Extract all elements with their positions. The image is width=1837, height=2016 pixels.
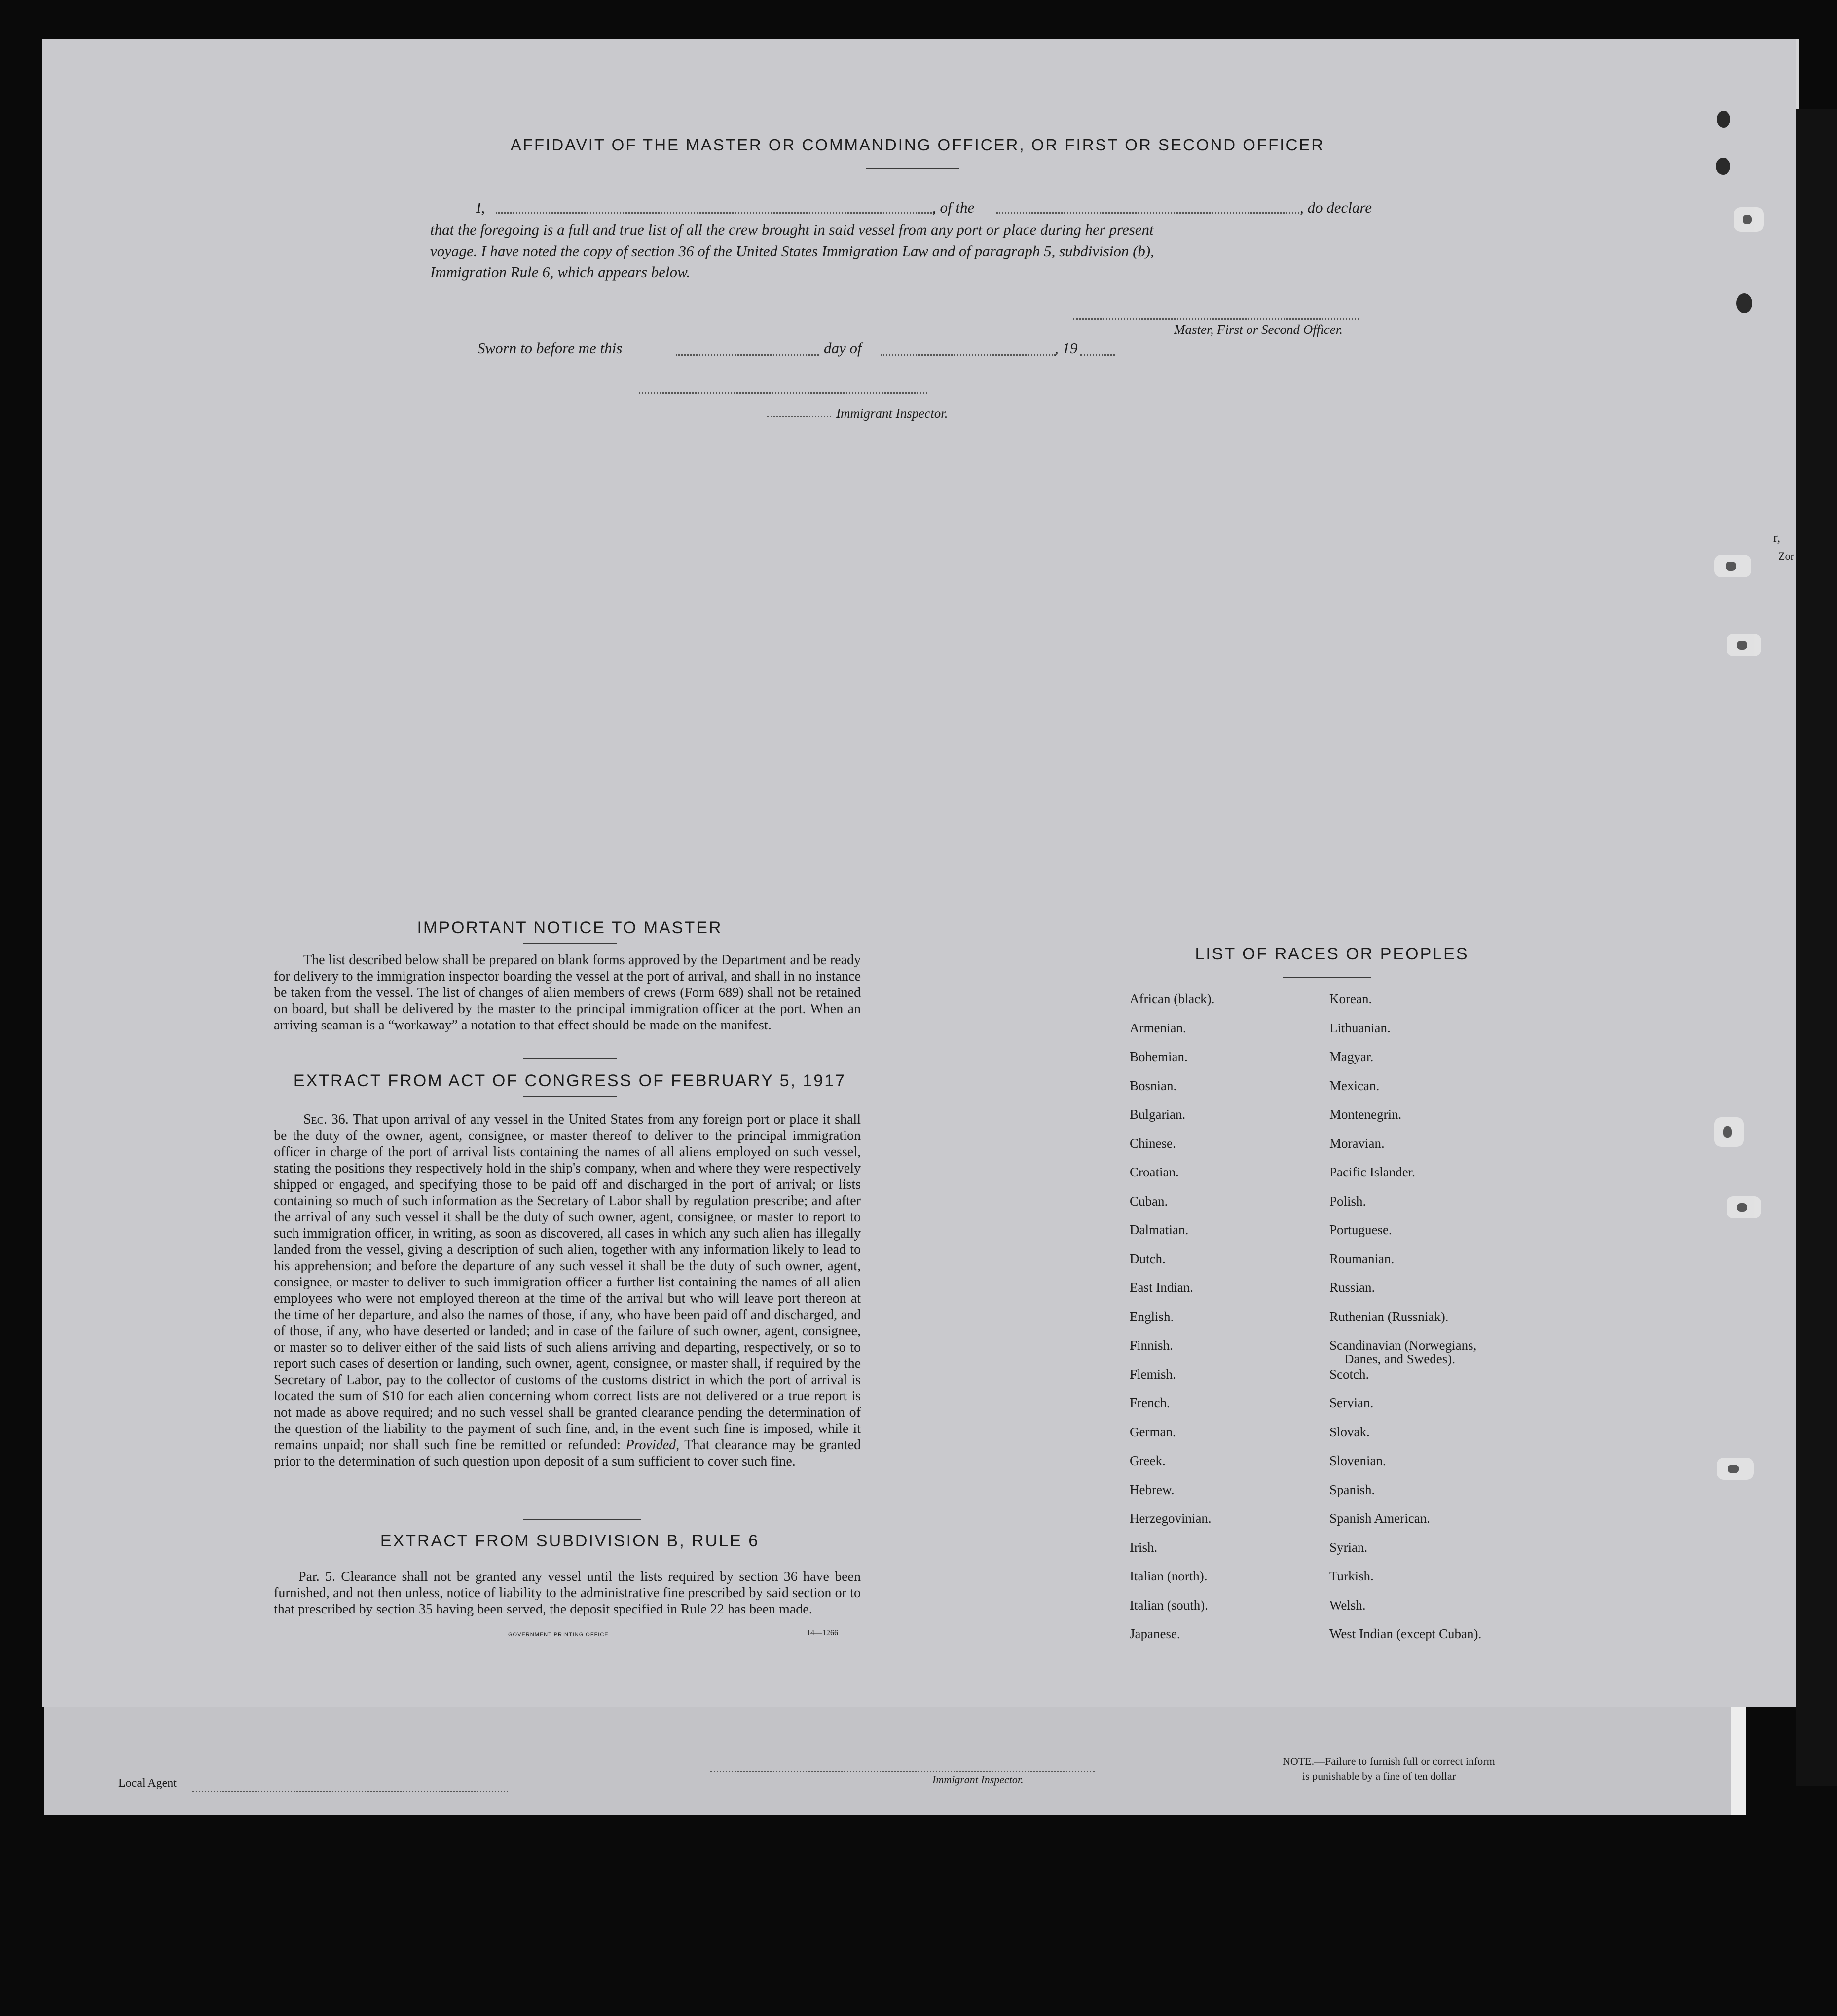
race-item: Portuguese. xyxy=(1329,1222,1392,1237)
race-item: Spanish American. xyxy=(1329,1511,1430,1526)
note-line-2: is punishable by a fine of ten dollar xyxy=(1302,1770,1456,1782)
race-item: Bulgarian. xyxy=(1130,1107,1186,1122)
race-item: East Indian. xyxy=(1130,1280,1193,1295)
race-item: Roumanian. xyxy=(1329,1251,1395,1266)
race-item: Montenegrin. xyxy=(1329,1107,1402,1122)
binding-clip xyxy=(1717,1458,1754,1480)
race-item: Japanese. xyxy=(1130,1626,1180,1641)
binding-clip xyxy=(1727,634,1761,656)
race-item: Pacific Islander. xyxy=(1329,1165,1415,1179)
race-item: Lithuanian. xyxy=(1329,1020,1391,1035)
race-item: Hebrew. xyxy=(1130,1482,1175,1497)
master-signature-label: Master, First or Second Officer. xyxy=(1174,322,1343,337)
section-divider xyxy=(523,1058,617,1059)
inspector-prefix-line xyxy=(767,416,831,417)
race-item: Polish. xyxy=(1329,1193,1366,1209)
sworn-label: Sworn to before me this xyxy=(478,339,623,357)
race-item: Chinese. xyxy=(1130,1136,1176,1151)
race-item-cont: Danes, and Swedes). xyxy=(1344,1352,1455,1366)
do-declare-label: , do declare xyxy=(1300,199,1372,216)
notice-divider xyxy=(523,943,617,944)
act-text xyxy=(274,1111,861,1469)
master-signature-line xyxy=(1073,318,1359,320)
race-item: Moravian. xyxy=(1329,1136,1385,1151)
inspector-signature-line xyxy=(639,392,927,394)
rule-text: Par. 5. Clearance shall not be granted any vessel until the lists required by section 36 have been furnished, and not then unless, notice of liability to the administrative fine prescribed by said section or to that prescribed by section 35 having been served, the deposit specified in Rule 22 has been made. xyxy=(274,1569,861,1617)
i-label: I, xyxy=(476,199,485,216)
race-item: Ruthenian (Russniak). xyxy=(1329,1309,1449,1324)
races-divider xyxy=(1283,977,1371,978)
name-line xyxy=(496,212,935,214)
sec-label: Sec. 36. xyxy=(303,1112,349,1127)
race-item: German. xyxy=(1130,1424,1176,1439)
race-item: Turkish. xyxy=(1329,1569,1374,1583)
race-item: Croatian. xyxy=(1130,1165,1179,1179)
race-item: Magyar. xyxy=(1329,1049,1374,1064)
race-item: Slovenian. xyxy=(1329,1453,1386,1468)
year-label: , 19 xyxy=(1055,339,1078,357)
race-item: Cuban. xyxy=(1130,1193,1168,1209)
affidavit-line-2: voyage. I have noted the copy of section 36 of the United States Immigration Law and of paragraph 5, subdivision (b), xyxy=(430,242,1154,259)
race-item: Irish. xyxy=(1130,1539,1158,1555)
printer-credit: GOVERNMENT PRINTING OFFICE xyxy=(508,1632,609,1638)
race-item: Scotch. xyxy=(1329,1366,1369,1382)
provided-label: Provided, xyxy=(625,1437,680,1453)
race-item: Korean. xyxy=(1329,991,1372,1006)
race-item: African (black). xyxy=(1130,991,1215,1006)
race-item: English. xyxy=(1130,1309,1174,1324)
race-item: Russian. xyxy=(1329,1280,1375,1295)
rule-title: EXTRACT FROM SUBDIVISION B, RULE 6 xyxy=(380,1532,760,1550)
of-the-label: , of the xyxy=(932,199,975,216)
race-item: Italian (south). xyxy=(1130,1597,1208,1613)
section-divider xyxy=(523,1519,641,1520)
punch-hole xyxy=(1736,293,1752,313)
race-item: Italian (north). xyxy=(1130,1569,1208,1583)
inspector-line xyxy=(710,1771,1095,1772)
race-item: West Indian (except Cuban). xyxy=(1329,1626,1482,1641)
title-divider xyxy=(866,168,959,169)
binding-clip xyxy=(1714,555,1751,577)
affidavit-title: AFFIDAVIT OF THE MASTER OR COMMANDING OFFICER, OR FIRST OR SECOND OFFICER xyxy=(510,136,1325,154)
inspector-label: Immigrant Inspector. xyxy=(836,406,948,421)
race-item: Greek. xyxy=(1130,1453,1166,1468)
race-item: Welsh. xyxy=(1329,1597,1366,1613)
race-item: Bohemian. xyxy=(1130,1049,1188,1064)
race-item: Mexican. xyxy=(1329,1078,1380,1093)
scan-edge xyxy=(1796,109,1837,1786)
under-inspector-label: Immigrant Inspector. xyxy=(932,1773,1024,1786)
local-agent-label: Local Agent xyxy=(118,1777,177,1790)
affidavit-line-1: that the foregoing is a full and true list of all the crew brought in said vessel from any port or place during her present xyxy=(430,221,1154,238)
vessel-line xyxy=(996,212,1302,214)
race-item: Herzegovinian. xyxy=(1130,1511,1212,1526)
notice-title: IMPORTANT NOTICE TO MASTER xyxy=(417,918,723,937)
race-item: Servian. xyxy=(1329,1395,1374,1410)
binding-clip xyxy=(1727,1196,1761,1218)
note-line-1: NOTE.—Failure to furnish full or correct inform xyxy=(1283,1755,1495,1767)
act-body: That upon arrival of any vessel in the United States from any foreign port or place it shall be the duty of the owner, agent, consignee, or master thereof to deliver to the principal immigration officer in charge of the port of arrival lists containing the names of all aliens employed on such vessel, stating the positions they respectively hold in the ship's company, when and where they were respectively shipped or engaged, and specifying those to be paid off and discharged in the port of arrival; or lists containing so much of such information as the Secretary of Labor shall by regulation prescribe; and after the arrival of any such vessel it shall be the duty of such owner, agent, consignee, or master to report to such immigration officer, in writing, as soon as discovered, all cases in which any such alien has illegally landed from the vessel, giving a description of such alien, together with any information likely to lead to his apprehension; and before the departure of any such vessel it shall be the duty of such owner, agent, consignee, or master to deliver to such immigration officer a further list containing the names of all alien employees who were not employed thereon at the time of the arrival but who will leave port thereon at the time of her departure, and also the names of those, if any, who have been paid off and discharged, and of those, if any, who have deserted or landed; and in case of the failure of such owner, agent, consignee, or master so to deliver either of the said lists of such aliens arriving and departing, respectively, or so to report such cases of desertion or landing, such owner, agent, consignee, or master shall, if required by the Secretary of Labor, pay to the collector of customs of the customs district in which the port of arrival is located the sum of $10 for each alien concerning whom correct lists are not delivered or a true report is not made as above required; and no such vessel shall be granted clearance pending the determination of the question of the liability to the payment of such fine, and, in the event such fine is imposed, while it remains unpaid; nor shall such fine be remitted or refunded: xyxy=(274,1112,861,1453)
act-title: EXTRACT FROM ACT OF CONGRESS OF FEBRUARY 5, 1917 xyxy=(293,1071,846,1090)
punch-hole xyxy=(1716,158,1730,175)
race-item: Dalmatian. xyxy=(1130,1222,1189,1237)
race-item: Dutch. xyxy=(1130,1251,1166,1266)
act-body-end: That clearance may be granted prior to the determination of such question upon deposit of a sum sufficient to cover such fine. xyxy=(274,1437,861,1469)
sworn-day-line xyxy=(676,354,819,356)
race-item: Flemish. xyxy=(1130,1366,1176,1382)
race-item: Bosnian. xyxy=(1130,1078,1177,1093)
race-item: Finnish. xyxy=(1130,1338,1173,1353)
form-number: 14—1266 xyxy=(807,1629,838,1637)
races-title: LIST OF RACES OR PEOPLES xyxy=(1195,945,1469,963)
binding-clip xyxy=(1714,1117,1744,1147)
race-item: Syrian. xyxy=(1329,1539,1368,1555)
race-item: Scandinavian (Norwegians, xyxy=(1329,1338,1477,1353)
act-divider xyxy=(523,1096,617,1097)
race-item: Spanish. xyxy=(1329,1482,1375,1497)
sworn-year-line xyxy=(1080,354,1115,356)
race-item: Armenian. xyxy=(1130,1020,1186,1035)
affidavit-line-3: Immigration Rule 6, which appears below. xyxy=(430,263,691,281)
day-of-label: day of xyxy=(824,339,862,357)
notice-text: The list described below shall be prepared on blank forms approved by the Department and be ready for delivery to the immigration inspector boarding the vessel at the port of arrival, and shall in no instance be taken from the vessel. The list of changes of alien members of crews (Form 689) shall not be retained on board, but shall be delivered by the master to the principal immigration officer at the port. When an arriving seaman is a “workaway” a notation to that effect should be made on the manifest. xyxy=(274,953,861,1033)
race-item: French. xyxy=(1130,1395,1170,1410)
sworn-month-line xyxy=(881,354,1056,356)
local-agent-line xyxy=(192,1791,508,1792)
margin-fragment: Zor xyxy=(1778,550,1794,562)
margin-fragment: r, xyxy=(1773,530,1781,545)
binding-clip xyxy=(1734,207,1764,232)
race-item: Slovak. xyxy=(1329,1424,1370,1439)
punch-hole xyxy=(1717,111,1730,128)
underlying-sheet xyxy=(44,1697,1746,1815)
